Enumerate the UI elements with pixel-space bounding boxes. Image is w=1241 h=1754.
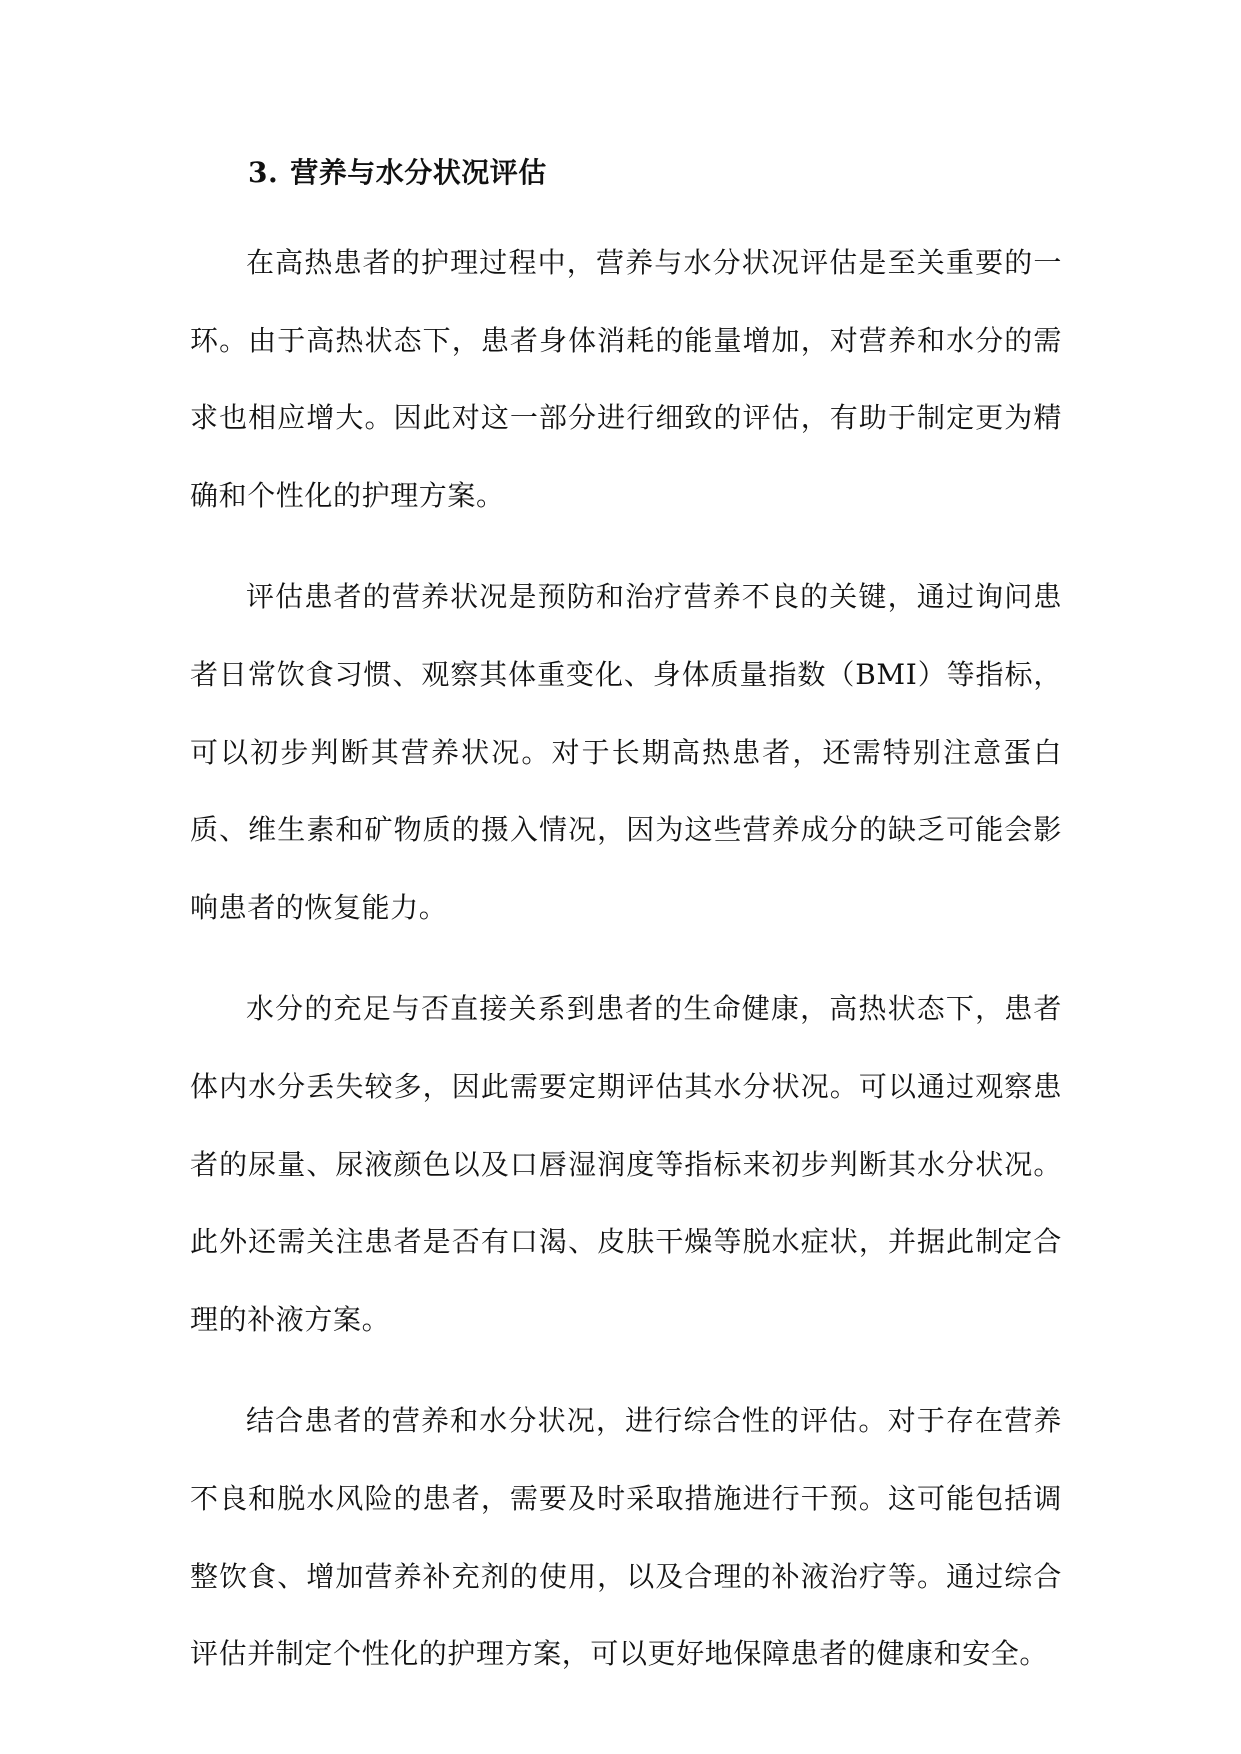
- paragraph-comprehensive: 结合患者的营养和水分状况，进行综合性的评估。对于存在营养不良和脱水风险的患者，需要及时采取措施进行干预。这可能包括调整饮食、增加营养补充剂的使用，以及合理的补液治疗等。通过综合评估并制定个性化的护理方案，可以更好地保障患者的健康和安全。: [190, 1404, 1062, 1671]
- section-heading: [248, 145, 1062, 200]
- document-body: [190, 145, 1062, 1693]
- paragraph-nutrition: 评估患者的营养状况是预防和治疗营养不良的关键，通过询问患者日常饮食习惯、观察其体重变化、身体质量指数（BMI）等指标，可以初步判断其营养状况。对于长期高热患者，还需特别注意蛋白质、维生素和矿物质的摄入情况，因为这些营养成分的缺乏可能会影响患者的恢复能力。: [190, 580, 1062, 924]
- paragraph-intro: 在高热患者的护理过程中，营养与水分状况评估是至关重要的一环。由于高热状态下，患者身体消耗的能量增加，对营养和水分的需求也相应增大。因此对这一部分进行细致的评估，有助于制定更为精确和个性化的护理方案。: [190, 246, 1062, 512]
- section-title: 营养与水分状况评估: [290, 156, 547, 189]
- paragraph-hydration: 水分的充足与否直接关系到患者的生命健康，高热状态下，患者体内水分丢失较多，因此需要定期评估其水分状况。可以通过观察患者的尿量、尿液颜色以及口唇湿润度等指标来初步判断其水分状况。此外还需关注患者是否有口渴、皮肤干燥等脱水症状，并据此制定合理的补液方案。: [190, 992, 1062, 1336]
- section-number: 3.: [248, 156, 279, 189]
